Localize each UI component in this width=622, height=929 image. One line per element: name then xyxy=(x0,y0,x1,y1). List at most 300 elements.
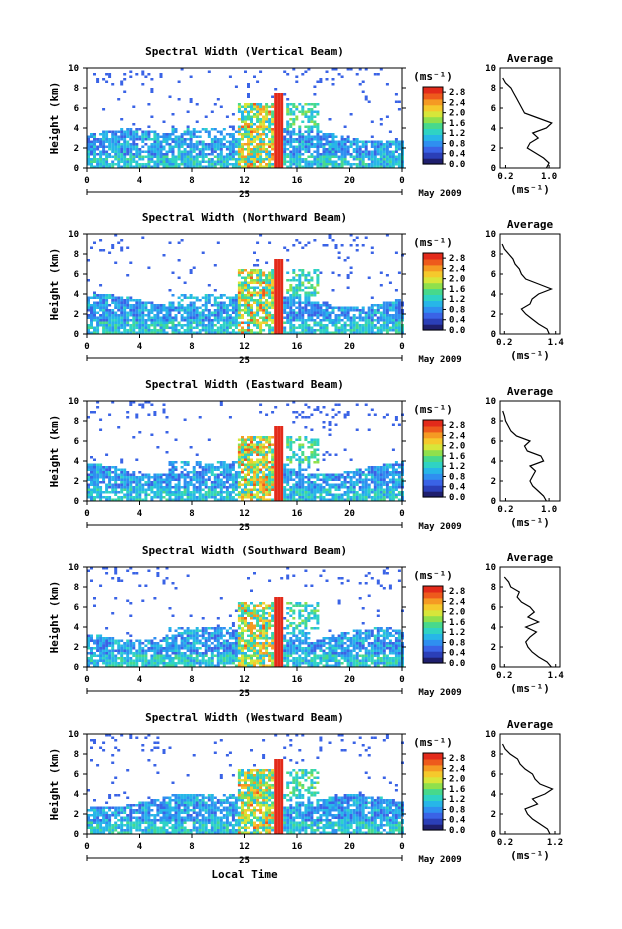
heatmap-cell xyxy=(223,161,226,164)
heatmap-cell xyxy=(347,148,350,151)
heatmap-cell xyxy=(184,461,187,464)
heatmap-cell xyxy=(96,494,99,497)
heatmap-cell xyxy=(280,304,283,307)
profile-frame xyxy=(500,234,560,334)
heatmap-cell xyxy=(153,138,156,141)
heatmap-cell xyxy=(253,471,256,474)
heatmap-cell xyxy=(120,486,123,489)
heatmap-cell xyxy=(341,329,344,332)
heatmap-cell xyxy=(132,123,135,126)
heatmap-cell xyxy=(181,491,184,494)
heatmap-cell xyxy=(280,461,283,464)
heatmap-cell xyxy=(144,302,147,305)
heatmap-cell xyxy=(93,302,96,305)
heatmap-cell xyxy=(356,317,359,320)
heatmap-cell xyxy=(386,414,389,417)
heatmap-cell xyxy=(277,454,280,457)
heatmap-cell xyxy=(90,479,93,482)
heatmap-cell xyxy=(96,153,99,156)
heatmap-cell xyxy=(374,73,377,76)
heatmap-cell xyxy=(344,486,347,489)
heatmap-cell xyxy=(135,299,138,302)
heatmap-cell xyxy=(205,464,208,467)
heatmap-cell xyxy=(362,489,365,492)
heatmap-cell xyxy=(347,161,350,164)
heatmap-cell xyxy=(262,128,265,131)
heatmap-cell xyxy=(193,484,196,487)
heatmap-cell xyxy=(181,461,184,464)
heatmap-cell xyxy=(138,151,141,154)
heatmap-cell xyxy=(126,247,129,250)
heatmap-cell xyxy=(383,302,386,305)
heatmap-cell xyxy=(111,309,114,312)
heatmap-cell xyxy=(123,327,126,330)
heatmap-cell xyxy=(253,469,256,472)
heatmap-cell xyxy=(316,444,319,447)
heatmap-cell xyxy=(256,307,259,310)
heatmap-cell xyxy=(259,404,262,407)
heatmap-cell xyxy=(105,309,108,312)
colorbar-segment xyxy=(423,306,443,313)
heatmap-cell xyxy=(307,464,310,467)
heatmap-cell xyxy=(310,491,313,494)
heatmap-cell xyxy=(259,284,262,287)
heatmap-cell xyxy=(271,138,274,141)
colorbar-segment xyxy=(423,146,443,153)
heatmap-cell xyxy=(271,133,274,136)
heatmap-cell xyxy=(226,479,229,482)
heatmap-cell xyxy=(316,449,319,452)
profile-y-tick-label: 8 xyxy=(490,84,496,94)
heatmap-cell xyxy=(166,431,169,434)
heatmap-cell xyxy=(329,489,332,492)
heatmap-cell xyxy=(298,469,301,472)
heatmap-cell xyxy=(202,317,205,320)
heatmap-cell xyxy=(377,317,380,320)
heatmap-cell xyxy=(187,329,190,332)
y-tick-label: 2 xyxy=(73,310,79,320)
heatmap-cell xyxy=(259,451,262,454)
heatmap-cell xyxy=(310,128,313,131)
heatmap-cell xyxy=(383,327,386,330)
heatmap-cell xyxy=(144,136,147,139)
heatmap-cell xyxy=(153,322,156,325)
heatmap-cell xyxy=(316,279,319,282)
heatmap-cell xyxy=(220,133,223,136)
heatmap-cell xyxy=(277,113,280,116)
heatmap-cell xyxy=(226,304,229,307)
heatmap-cell xyxy=(160,153,163,156)
heatmap-cell xyxy=(383,156,386,159)
heatmap-cell xyxy=(386,329,389,332)
heatmap-cell xyxy=(99,494,102,497)
heatmap-cell xyxy=(229,479,232,482)
heatmap-cell xyxy=(289,284,292,287)
heatmap-cell xyxy=(141,314,144,317)
heatmap-cell xyxy=(380,151,383,154)
heatmap-cell xyxy=(241,136,244,139)
heatmap-cell xyxy=(298,274,301,277)
heatmap-cell xyxy=(181,324,184,327)
heatmap-cell xyxy=(292,111,295,114)
heatmap-cell xyxy=(323,327,326,330)
heatmap-cell xyxy=(359,317,362,320)
heatmap-cell xyxy=(307,327,310,330)
heatmap-cell xyxy=(253,279,256,282)
heatmap-cell xyxy=(326,317,329,320)
heatmap-cell xyxy=(253,484,256,487)
heatmap-cell xyxy=(229,314,232,317)
heatmap-cell xyxy=(304,327,307,330)
heatmap-cell xyxy=(350,267,353,270)
heatmap-cell xyxy=(271,436,274,439)
heatmap-cell xyxy=(295,292,298,295)
heatmap-cell xyxy=(226,464,229,467)
heatmap-cell xyxy=(135,494,138,497)
heatmap-cell xyxy=(214,136,217,139)
heatmap-cell xyxy=(256,287,259,290)
heatmap-cell xyxy=(229,148,232,151)
heatmap-cell xyxy=(295,439,298,442)
heatmap-cell xyxy=(144,329,147,332)
heatmap-cell xyxy=(93,411,96,414)
colorbar-tick-label: 2.0 xyxy=(449,108,466,119)
heatmap-cell xyxy=(172,471,175,474)
heatmap-cell xyxy=(398,481,401,484)
heatmap-cell xyxy=(289,141,292,144)
heatmap-cell xyxy=(386,466,389,469)
heatmap-cell xyxy=(268,304,271,307)
heatmap-cell xyxy=(280,126,283,129)
heatmap-cell xyxy=(280,474,283,477)
heatmap-cell xyxy=(172,322,175,325)
heatmap-cell xyxy=(99,317,102,320)
heatmap-cell xyxy=(268,272,271,275)
heatmap-cell xyxy=(286,307,289,310)
heatmap-cell xyxy=(141,312,144,315)
heatmap-cell xyxy=(344,138,347,141)
heatmap-cell xyxy=(329,148,332,151)
heatmap-cell xyxy=(205,302,208,305)
heatmap-cell xyxy=(368,319,371,322)
heatmap-cell xyxy=(292,456,295,459)
heatmap-cell xyxy=(184,156,187,159)
heatmap-cell xyxy=(301,329,304,332)
heatmap-cell xyxy=(289,322,292,325)
heatmap-cell xyxy=(153,479,156,482)
heatmap-cell xyxy=(329,163,332,166)
heatmap-cell xyxy=(144,322,147,325)
heatmap-cell xyxy=(289,294,292,297)
heatmap-cell xyxy=(220,148,223,151)
heatmap-cell xyxy=(250,314,253,317)
heatmap-cell xyxy=(338,486,341,489)
heatmap-cell xyxy=(153,481,156,484)
heatmap-cell xyxy=(256,153,259,156)
heatmap-cell xyxy=(259,146,262,149)
heatmap-cell xyxy=(292,272,295,275)
heatmap-cell xyxy=(129,319,132,322)
heatmap-cell xyxy=(386,486,389,489)
heatmap-cell xyxy=(220,404,223,407)
heatmap-cell xyxy=(316,491,319,494)
heatmap-cell xyxy=(280,454,283,457)
heatmap-cell xyxy=(271,474,274,477)
heatmap-cell xyxy=(172,464,175,467)
heatmap-cell xyxy=(329,454,332,457)
profile-x-label: (ms⁻¹) xyxy=(510,183,550,196)
heatmap-cell xyxy=(244,486,247,489)
heatmap-cell xyxy=(301,289,304,292)
heatmap-cell xyxy=(250,491,253,494)
heatmap-cell xyxy=(211,153,214,156)
heatmap-cell xyxy=(268,297,271,300)
heatmap-cell xyxy=(214,481,217,484)
heatmap-cell xyxy=(341,496,344,499)
heatmap-cell xyxy=(371,161,374,164)
heatmap-cell xyxy=(274,277,277,280)
heatmap-cell xyxy=(211,158,214,161)
heatmap-cell xyxy=(326,319,329,322)
heatmap-cell xyxy=(108,76,111,79)
heatmap-cell xyxy=(253,287,256,290)
colorbar-tick-label: 2.8 xyxy=(449,421,466,432)
heatmap-cell xyxy=(313,329,316,332)
heatmap-cell xyxy=(223,471,226,474)
heatmap-cell xyxy=(99,284,102,287)
heatmap-cell xyxy=(111,486,114,489)
heatmap-cell xyxy=(283,474,286,477)
colorbar-tick-label: 0.8 xyxy=(449,305,466,316)
heatmap-cell xyxy=(138,314,141,317)
heatmap-cell xyxy=(123,469,126,472)
heatmap-cell xyxy=(96,319,99,322)
heatmap-cell xyxy=(129,163,132,166)
heatmap-cell xyxy=(271,141,274,144)
heatmap-cell xyxy=(262,319,265,322)
heatmap-cell xyxy=(265,111,268,114)
heatmap-cell xyxy=(211,496,214,499)
heatmap-cell xyxy=(223,319,226,322)
heatmap-cell xyxy=(398,474,401,477)
heatmap-cell xyxy=(211,491,214,494)
heatmap-cell xyxy=(199,131,202,134)
heatmap-cell xyxy=(117,474,120,477)
heatmap-cell xyxy=(214,317,217,320)
heatmap-cell xyxy=(141,327,144,330)
heatmap-cell xyxy=(132,309,135,312)
heatmap-cell xyxy=(144,481,147,484)
heatmap-cell xyxy=(380,148,383,151)
heatmap-cell xyxy=(274,317,277,320)
heatmap-cell xyxy=(298,163,301,166)
heatmap-cell xyxy=(262,141,265,144)
heatmap-cell xyxy=(304,312,307,315)
heatmap-cell xyxy=(132,304,135,307)
heatmap-cell xyxy=(301,247,304,250)
heatmap-cell xyxy=(283,247,286,250)
heatmap-cell xyxy=(190,294,193,297)
colorbar-tick-label: 0.0 xyxy=(449,160,466,170)
heatmap-cell xyxy=(181,476,184,479)
heatmap-cell xyxy=(211,322,214,325)
heatmap-cell xyxy=(163,314,166,317)
heatmap-cell xyxy=(298,111,301,114)
heatmap-cell xyxy=(335,479,338,482)
heatmap-cell xyxy=(117,153,120,156)
heatmap-cell xyxy=(262,486,265,489)
heatmap-cell xyxy=(172,324,175,327)
heatmap-cell xyxy=(277,479,280,482)
heatmap-cell xyxy=(126,411,129,414)
heatmap-cell xyxy=(253,324,256,327)
heatmap-cell xyxy=(271,307,274,310)
heatmap-cell xyxy=(286,153,289,156)
heatmap-cell xyxy=(329,307,332,310)
heatmap-cell xyxy=(217,153,220,156)
heatmap-cell xyxy=(310,307,313,310)
heatmap-cell xyxy=(111,83,114,86)
heatmap-cell xyxy=(298,436,301,439)
heatmap-cell xyxy=(138,484,141,487)
heatmap-cell xyxy=(114,491,117,494)
heatmap-cell xyxy=(301,146,304,149)
heatmap-cell xyxy=(250,484,253,487)
heatmap-cell xyxy=(232,148,235,151)
heatmap-cell xyxy=(326,307,329,310)
heatmap-cell xyxy=(117,479,120,482)
heatmap-cell xyxy=(256,481,259,484)
heatmap-cell xyxy=(196,148,199,151)
heatmap-cell xyxy=(229,163,232,166)
heatmap-cell xyxy=(166,158,169,161)
heatmap-cell xyxy=(250,304,253,307)
heatmap-cell xyxy=(253,272,256,275)
profile-x-tick-label: 0.2 xyxy=(497,172,514,182)
heatmap-cell xyxy=(398,108,401,111)
heatmap-cell xyxy=(383,466,386,469)
heatmap-cell xyxy=(184,486,187,489)
heatmap-cell xyxy=(377,163,380,166)
heatmap-cell xyxy=(250,476,253,479)
heatmap-cell xyxy=(289,309,292,312)
heatmap-cell xyxy=(313,409,316,412)
heatmap-cell xyxy=(389,156,392,159)
heatmap-cell xyxy=(93,464,96,467)
heatmap-cell xyxy=(211,314,214,317)
heatmap-cell xyxy=(117,131,120,134)
heatmap-cell xyxy=(392,307,395,310)
colorbar-tick-label: 2.8 xyxy=(449,254,466,265)
heatmap-cell xyxy=(153,307,156,310)
heatmap-cell xyxy=(241,479,244,482)
heatmap-cell xyxy=(126,322,129,325)
heatmap-cell xyxy=(96,327,99,330)
heatmap-cell xyxy=(190,158,193,161)
heatmap-cell xyxy=(141,151,144,154)
heatmap-cell xyxy=(160,151,163,154)
heatmap-cell xyxy=(244,103,247,106)
heatmap-cell xyxy=(283,71,286,74)
heatmap-cell xyxy=(160,324,163,327)
heatmap-cell xyxy=(102,153,105,156)
heatmap-cell xyxy=(268,329,271,332)
heatmap-cell xyxy=(286,259,289,262)
heatmap-cell xyxy=(377,481,380,484)
heatmap-cell xyxy=(329,491,332,494)
heatmap-cell xyxy=(386,317,389,320)
heatmap-cell xyxy=(277,148,280,151)
heatmap-cell xyxy=(166,479,169,482)
heatmap-cell xyxy=(319,494,322,497)
heatmap-cell xyxy=(356,327,359,330)
heatmap-cell xyxy=(341,484,344,487)
heatmap-cell xyxy=(350,307,353,310)
heatmap-cell xyxy=(377,304,380,307)
heatmap-cell xyxy=(199,153,202,156)
heatmap-cell xyxy=(102,297,105,300)
heatmap-cell xyxy=(160,163,163,166)
x-tick-label: 0 xyxy=(84,509,90,519)
heatmap-cell xyxy=(126,274,129,277)
heatmap-cell xyxy=(277,484,280,487)
heatmap-cell xyxy=(253,312,256,315)
heatmap-cell xyxy=(169,469,172,472)
heatmap-cell xyxy=(329,421,332,424)
heatmap-cell xyxy=(250,126,253,129)
heatmap-cell xyxy=(365,324,368,327)
date-label: 25 xyxy=(239,356,250,366)
heatmap-cell xyxy=(205,148,208,151)
heatmap-cell xyxy=(277,319,280,322)
heatmap-cell xyxy=(208,476,211,479)
heatmap-cell xyxy=(307,479,310,482)
heatmap-cell xyxy=(202,158,205,161)
heatmap-cell xyxy=(250,446,253,449)
heatmap-cell xyxy=(289,474,292,477)
heatmap-cell xyxy=(301,496,304,499)
heatmap-cell xyxy=(193,496,196,499)
heatmap-cell xyxy=(395,484,398,487)
heatmap-cell xyxy=(202,156,205,159)
heatmap-cell xyxy=(259,446,262,449)
heatmap-cell xyxy=(323,317,326,320)
heatmap-cell xyxy=(271,128,274,131)
heatmap-cell xyxy=(283,158,286,161)
heatmap-cell xyxy=(126,146,129,149)
heatmap-cell xyxy=(338,322,341,325)
heatmap-cell xyxy=(129,299,132,302)
heatmap-cell xyxy=(307,466,310,469)
heatmap-cell xyxy=(208,469,211,472)
heatmap-cell xyxy=(217,469,220,472)
heatmap-cell xyxy=(196,486,199,489)
heatmap-cell xyxy=(313,456,316,459)
heatmap-cell xyxy=(286,312,289,315)
heatmap-cell xyxy=(126,416,129,419)
heatmap-cell xyxy=(150,491,153,494)
heatmap-cell xyxy=(274,426,277,429)
heatmap-cell xyxy=(316,126,319,129)
heatmap-cell xyxy=(292,133,295,136)
heatmap-cell xyxy=(301,317,304,320)
heatmap-cell xyxy=(114,312,117,315)
heatmap-cell xyxy=(238,456,241,459)
heatmap-cell xyxy=(310,163,313,166)
heatmap-cell xyxy=(190,309,193,312)
heatmap-cell xyxy=(262,292,265,295)
heatmap-cell xyxy=(301,153,304,156)
